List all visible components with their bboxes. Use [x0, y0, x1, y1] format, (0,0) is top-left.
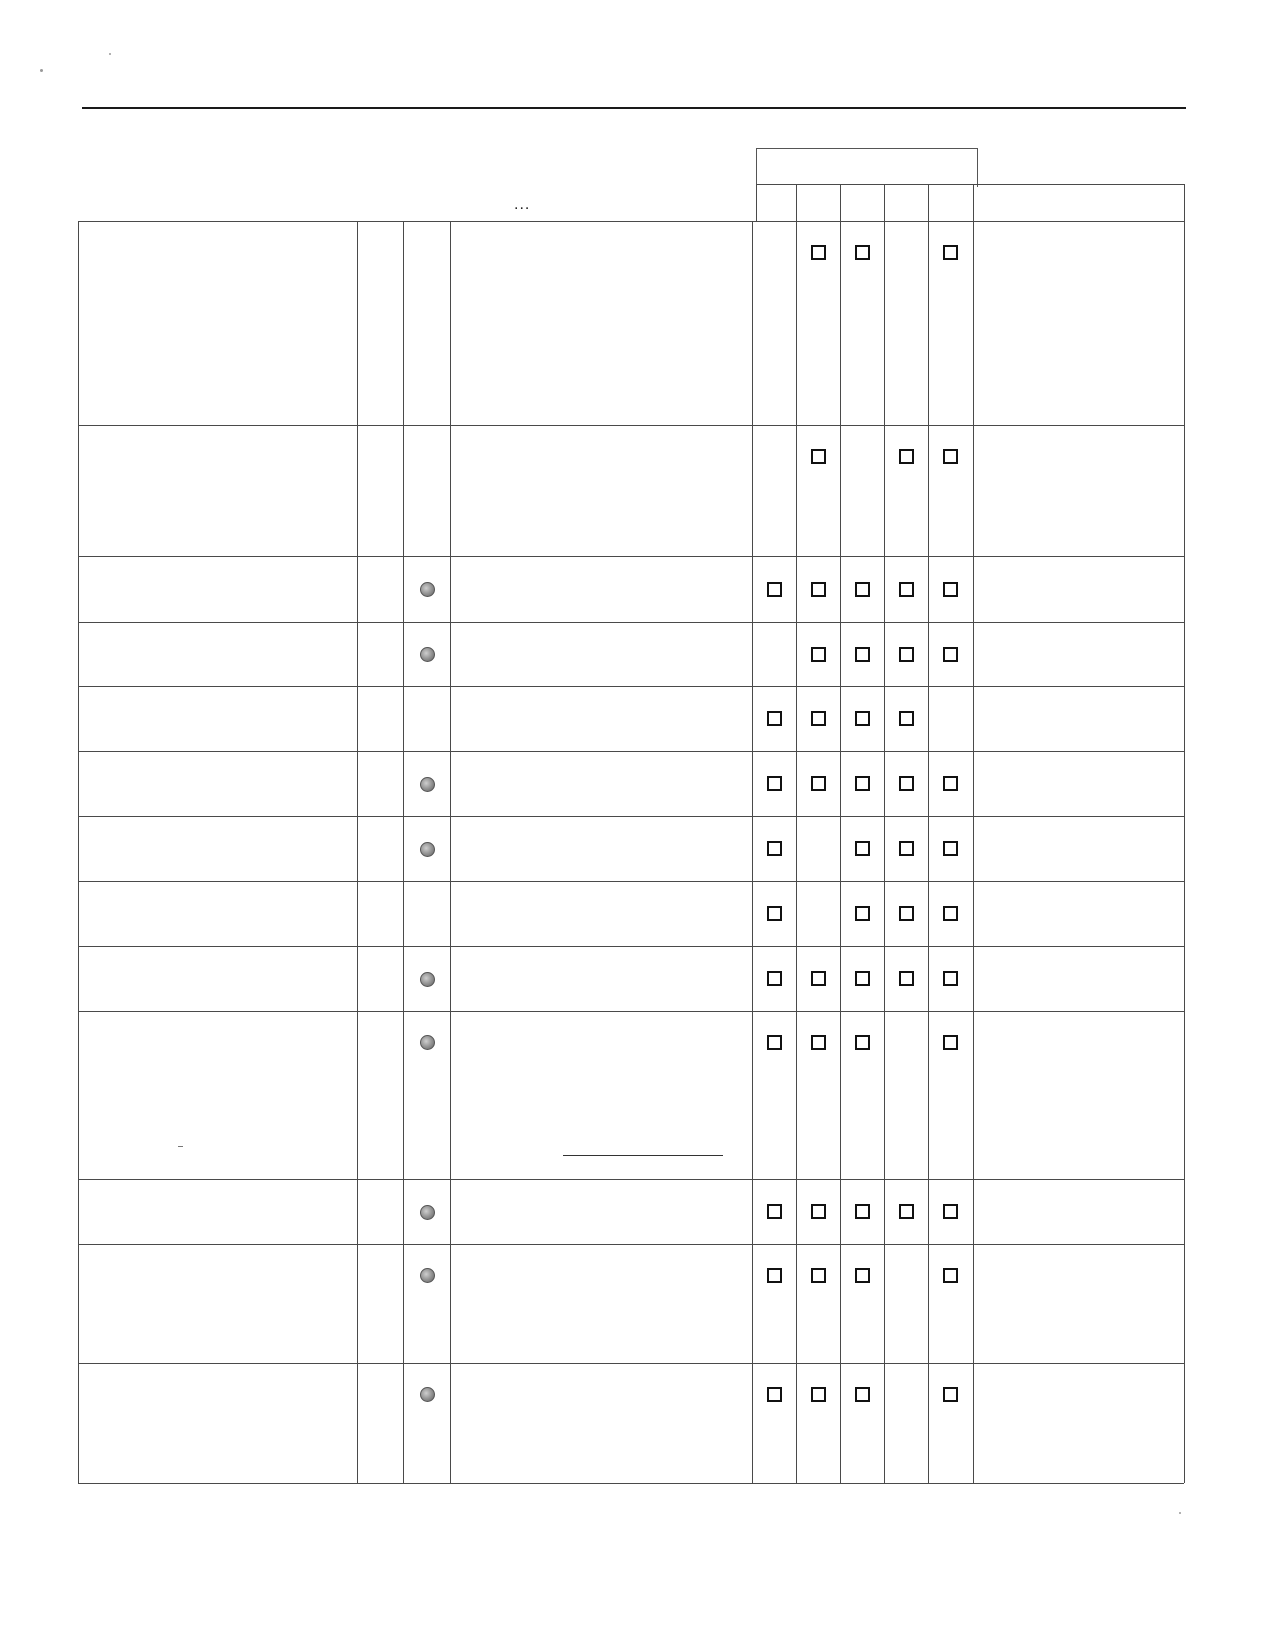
header-ellipsis: ...	[514, 196, 531, 213]
row-checkbox-col-2[interactable]	[811, 245, 826, 260]
row-divider	[78, 1244, 1184, 1245]
row-checkbox-col-3[interactable]	[855, 582, 870, 597]
checkbox-group-header	[756, 148, 978, 187]
filled-dot-icon	[420, 842, 435, 857]
filled-dot-icon	[420, 777, 435, 792]
header-column-rule	[796, 184, 797, 221]
scan-speck	[109, 53, 111, 55]
row-checkbox-col-4[interactable]	[899, 582, 914, 597]
row-checkbox-col-5[interactable]	[943, 971, 958, 986]
row-divider	[78, 751, 1184, 752]
row-checkbox-col-2[interactable]	[811, 449, 826, 464]
row-checkbox-col-1[interactable]	[767, 906, 782, 921]
row-divider	[78, 946, 1184, 947]
column-divider	[403, 221, 404, 1483]
row-checkbox-col-3[interactable]	[855, 1387, 870, 1402]
column-divider	[796, 221, 797, 1483]
row-divider	[78, 1363, 1184, 1364]
header-column-rule	[756, 184, 757, 221]
column-divider	[928, 221, 929, 1483]
row-checkbox-col-5[interactable]	[943, 841, 958, 856]
row-checkbox-col-2[interactable]	[811, 1387, 826, 1402]
row-checkbox-col-1[interactable]	[767, 582, 782, 597]
row-checkbox-col-5[interactable]	[943, 1204, 958, 1219]
header-column-rule	[1184, 184, 1185, 221]
row-checkbox-col-2[interactable]	[811, 1204, 826, 1219]
row-checkbox-col-2[interactable]	[811, 776, 826, 791]
row-checkbox-col-3[interactable]	[855, 711, 870, 726]
row-checkbox-col-3[interactable]	[855, 841, 870, 856]
row-checkbox-col-4[interactable]	[899, 841, 914, 856]
row-checkbox-col-2[interactable]	[811, 1035, 826, 1050]
dash-mark	[178, 1146, 183, 1147]
row-divider	[78, 816, 1184, 817]
header-column-rule	[884, 184, 885, 221]
filled-dot-icon	[420, 582, 435, 597]
row-checkbox-col-4[interactable]	[899, 1204, 914, 1219]
filled-dot-icon	[420, 1387, 435, 1402]
row-divider	[78, 425, 1184, 426]
row-divider	[78, 686, 1184, 687]
row-checkbox-col-4[interactable]	[899, 711, 914, 726]
column-divider	[450, 221, 451, 1483]
row-divider	[78, 556, 1184, 557]
row-checkbox-col-4[interactable]	[899, 971, 914, 986]
header-bottom-rule	[78, 221, 1184, 222]
header-rule	[82, 107, 1186, 109]
table-right-edge	[1184, 221, 1185, 1483]
column-divider	[752, 221, 753, 1483]
filled-dot-icon	[420, 972, 435, 987]
column-divider	[973, 221, 974, 1483]
table-left-edge	[78, 221, 79, 1483]
row-checkbox-col-3[interactable]	[855, 906, 870, 921]
scan-speck	[40, 69, 43, 72]
header-column-rule	[973, 184, 974, 221]
scan-speck	[1179, 1512, 1181, 1514]
row-checkbox-col-5[interactable]	[943, 647, 958, 662]
row-checkbox-col-1[interactable]	[767, 1204, 782, 1219]
row-checkbox-col-5[interactable]	[943, 449, 958, 464]
row-checkbox-col-1[interactable]	[767, 1268, 782, 1283]
row-checkbox-col-1[interactable]	[767, 1035, 782, 1050]
row-divider	[78, 622, 1184, 623]
row-checkbox-col-3[interactable]	[855, 776, 870, 791]
header-top-rule	[756, 184, 1184, 185]
row-checkbox-col-2[interactable]	[811, 582, 826, 597]
column-divider	[884, 221, 885, 1483]
row-checkbox-col-4[interactable]	[899, 647, 914, 662]
column-divider	[840, 221, 841, 1483]
filled-dot-icon	[420, 647, 435, 662]
blank-signature-line	[563, 1155, 723, 1156]
row-checkbox-col-4[interactable]	[899, 776, 914, 791]
row-checkbox-col-4[interactable]	[899, 906, 914, 921]
row-checkbox-col-5[interactable]	[943, 906, 958, 921]
row-checkbox-col-3[interactable]	[855, 245, 870, 260]
row-checkbox-col-2[interactable]	[811, 1268, 826, 1283]
header-column-rule	[840, 184, 841, 221]
row-checkbox-col-5[interactable]	[943, 245, 958, 260]
row-checkbox-col-1[interactable]	[767, 711, 782, 726]
row-checkbox-col-3[interactable]	[855, 971, 870, 986]
row-checkbox-col-3[interactable]	[855, 647, 870, 662]
header-column-rule	[928, 184, 929, 221]
column-divider	[357, 221, 358, 1483]
row-checkbox-col-2[interactable]	[811, 971, 826, 986]
row-divider	[78, 1011, 1184, 1012]
row-divider	[78, 881, 1184, 882]
row-checkbox-col-1[interactable]	[767, 841, 782, 856]
filled-dot-icon	[420, 1035, 435, 1050]
row-checkbox-col-2[interactable]	[811, 711, 826, 726]
row-checkbox-col-4[interactable]	[899, 449, 914, 464]
row-checkbox-col-5[interactable]	[943, 1035, 958, 1050]
row-checkbox-col-5[interactable]	[943, 582, 958, 597]
row-checkbox-col-2[interactable]	[811, 647, 826, 662]
row-checkbox-col-3[interactable]	[855, 1204, 870, 1219]
row-divider	[78, 1483, 1184, 1484]
row-checkbox-col-5[interactable]	[943, 776, 958, 791]
row-checkbox-col-5[interactable]	[943, 1387, 958, 1402]
row-checkbox-col-5[interactable]	[943, 1268, 958, 1283]
row-checkbox-col-3[interactable]	[855, 1035, 870, 1050]
filled-dot-icon	[420, 1205, 435, 1220]
filled-dot-icon	[420, 1268, 435, 1283]
row-divider	[78, 1179, 1184, 1180]
row-checkbox-col-1[interactable]	[767, 776, 782, 791]
row-checkbox-col-3[interactable]	[855, 1268, 870, 1283]
row-checkbox-col-1[interactable]	[767, 971, 782, 986]
row-checkbox-col-1[interactable]	[767, 1387, 782, 1402]
